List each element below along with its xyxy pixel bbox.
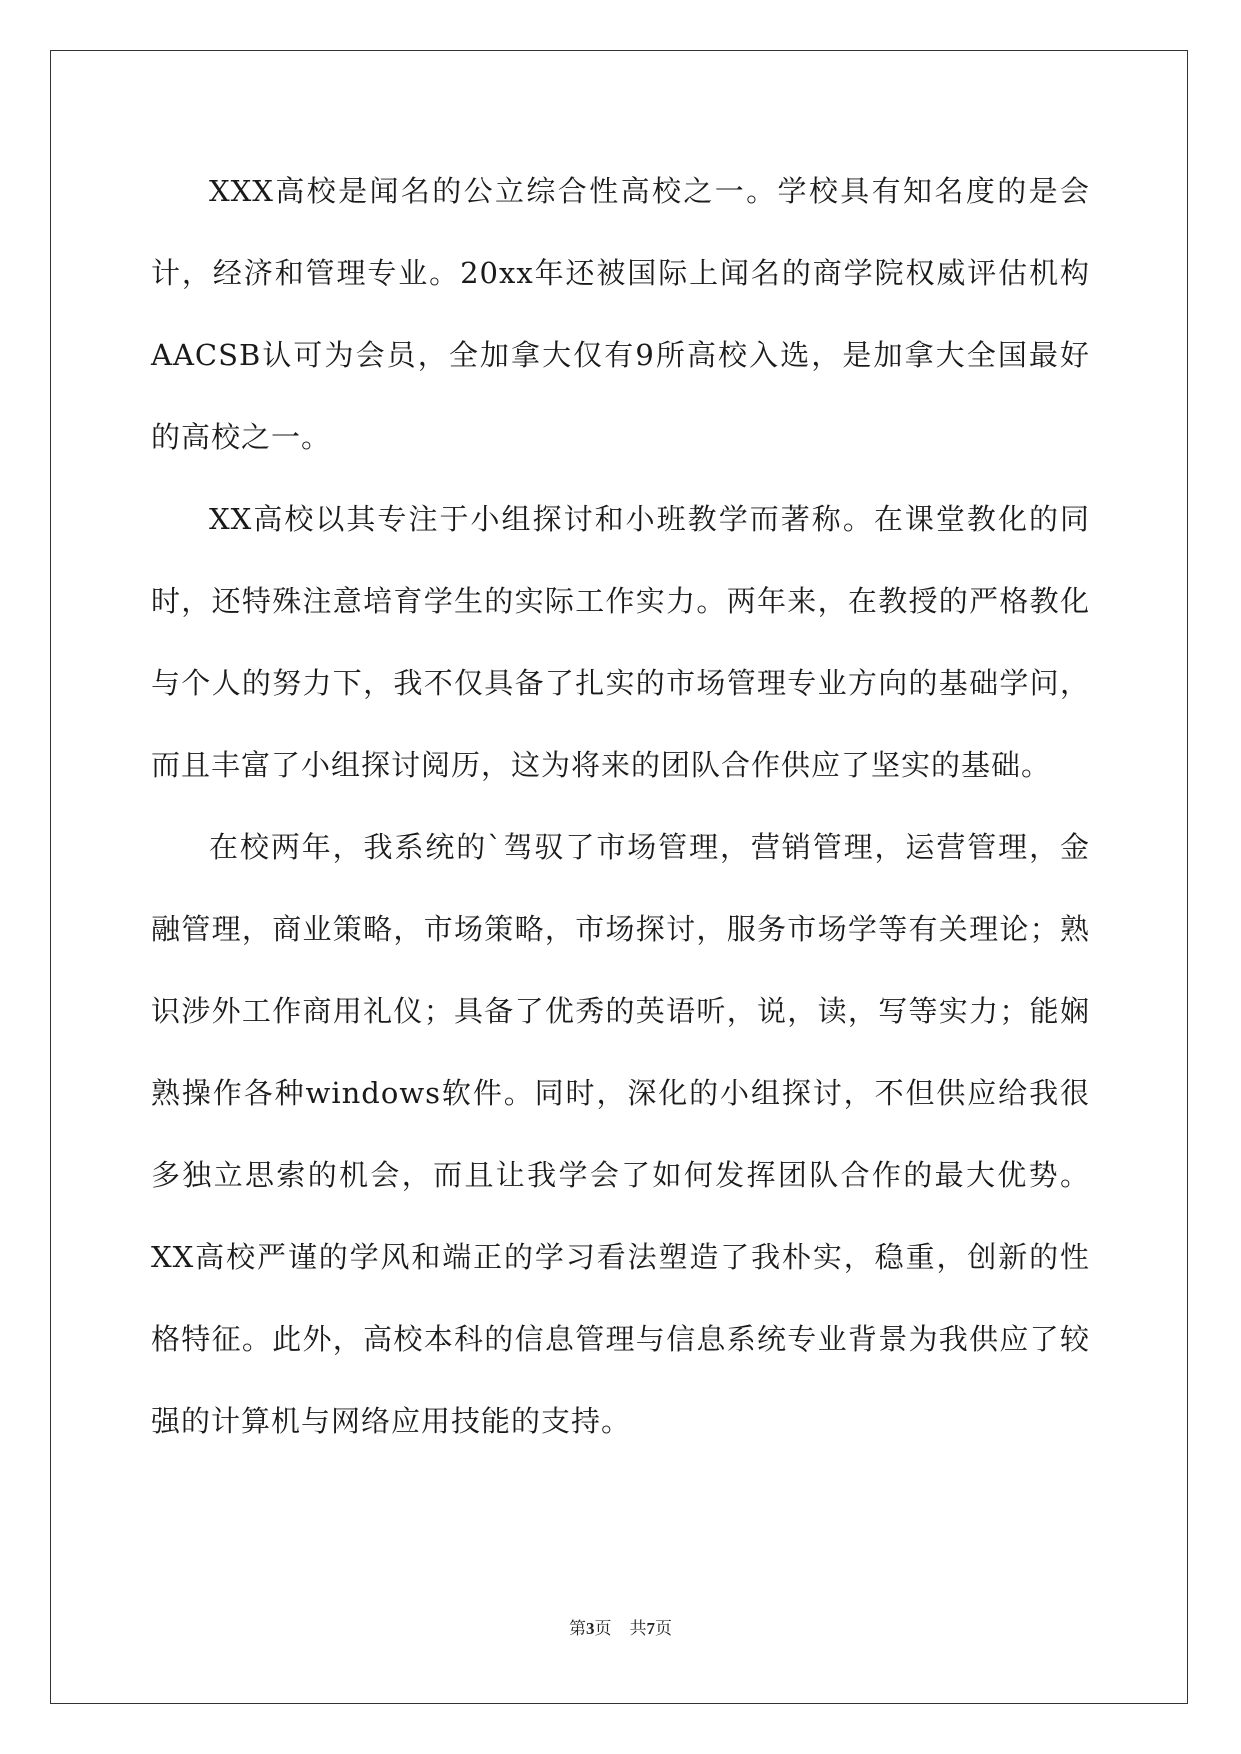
total-label-suffix: 页 (655, 1619, 672, 1638)
paragraph-3: 在校两年，我系统的`驾驭了市场管理，营销管理，运营管理，金融管理，商业策略，市场策略，市场探讨，服务市场学等有关理论；熟识涉外工作商用礼仪；具备了优秀的英语听，说，读，写等实力；能娴熟操作各种windows软件。同时，深化的小组探讨，不但供应给我很多独立思索的机会，而且让我学会了如何发挥团队合作的最大优势。XX高校严谨的学风和端正的学习看法塑造了我朴实，稳重，创新的性格特征。此外，高校本科的信息管理与信息系统专业背景为我供应了较强的计算机与网络应用技能的支持。 (151, 830, 1090, 1438)
current-page-number: 3 (586, 1619, 595, 1638)
total-label-prefix: 共 (629, 1619, 647, 1638)
paragraph-1: XXX高校是闻名的公立综合性高校之一。学校具有知名度的是会计，经济和管理专业。20xx年还被国际上闻名的商学院权威评估机构AACSB认可为会员，全加拿大仅有9所高校入选，是加拿大全国最好的高校之一。 (151, 174, 1090, 454)
total-page-number: 7 (646, 1619, 655, 1638)
paragraph-2: XX高校以其专注于小组探讨和小班教学而著称。在课堂教化的同时，还特殊注意培育学生的实际工作实力。两年来，在教授的严格教化与个人的努力下，我不仅具备了扎实的市场管理专业方向的基础学问，而且丰富了小组探讨阅历，这为将来的团队合作供应了坚实的基础。 (151, 502, 1090, 782)
document-body (151, 150, 1090, 1462)
page-footer (0, 1614, 1241, 1639)
page-label-prefix: 第 (569, 1619, 586, 1638)
page-label-suffix: 页 (594, 1619, 612, 1638)
